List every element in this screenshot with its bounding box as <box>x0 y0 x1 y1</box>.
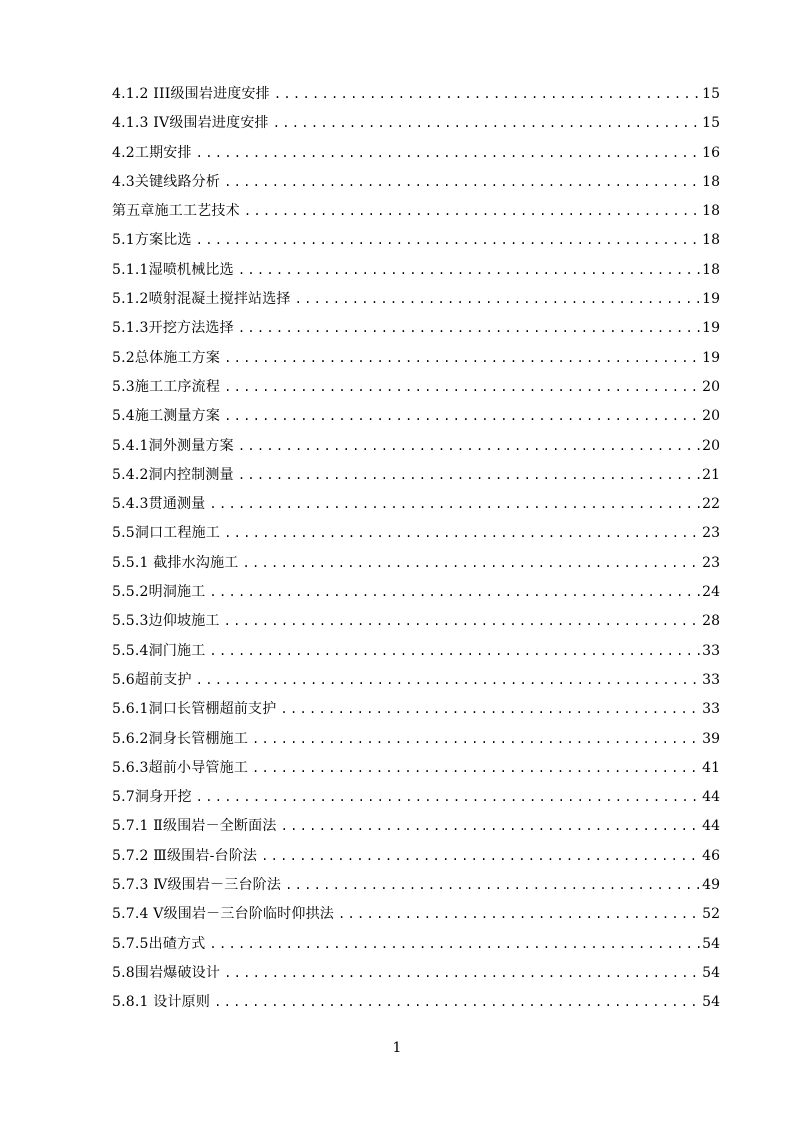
toc-entry[interactable] <box>112 402 720 431</box>
toc-entry[interactable] <box>112 519 720 548</box>
toc-entry[interactable] <box>112 607 720 636</box>
toc-entry-title: 5.7.4 Ⅴ级围岩－三台阶临时仰拱法 <box>112 906 334 923</box>
toc-entry[interactable] <box>112 783 720 812</box>
toc-entry[interactable] <box>112 695 720 724</box>
toc-entry-title: 5.4施工测量方案 <box>112 408 221 425</box>
toc-entry[interactable] <box>112 432 720 461</box>
toc-entry[interactable] <box>112 725 720 754</box>
toc-entry-title: 5.4.3贯通测量 <box>112 496 206 513</box>
toc-entry-page: 20 <box>702 408 720 425</box>
toc-entry[interactable] <box>112 666 720 695</box>
toc-dot-leader <box>196 139 700 168</box>
toc-entry-title: 5.6超前支护 <box>112 671 192 688</box>
toc-dot-leader <box>196 226 700 255</box>
toc-entry-page: 20 <box>702 378 720 395</box>
toc-dot-leader <box>338 900 700 929</box>
toc-entry[interactable] <box>112 930 720 959</box>
toc-dot-leader <box>295 285 700 314</box>
toc-entry[interactable] <box>112 812 720 841</box>
toc-entry-title: 5.5.1 截排水沟施工 <box>112 554 239 571</box>
toc-entry-page: 18 <box>702 203 720 220</box>
toc-entry-title: 5.8围岩爆破设计 <box>112 964 221 981</box>
toc-entry[interactable] <box>112 373 720 402</box>
toc-entry[interactable] <box>112 226 720 255</box>
toc-entry-title: 5.7.5出碴方式 <box>112 935 206 952</box>
toc-entry[interactable] <box>112 578 720 607</box>
toc-entry[interactable] <box>112 197 720 226</box>
toc-entry-title: 5.2总体施工方案 <box>112 349 221 366</box>
toc-entry-page: 28 <box>702 613 720 630</box>
toc-entry-title: 5.8.1 设计原则 <box>112 994 211 1011</box>
toc-dot-leader <box>238 314 700 343</box>
toc-dot-leader <box>242 549 700 578</box>
toc-dot-leader <box>224 344 700 373</box>
toc-dot-leader <box>280 695 700 724</box>
toc-dot-leader <box>244 197 700 226</box>
toc-entry-title: 5.3施工工序流程 <box>112 378 221 395</box>
toc-entry[interactable] <box>112 637 720 666</box>
toc-entry[interactable] <box>112 139 720 168</box>
toc-entry-title: 5.6.2洞身长管棚施工 <box>112 730 249 747</box>
toc-dot-leader <box>209 578 700 607</box>
toc-entry[interactable] <box>112 842 720 871</box>
toc-entry[interactable] <box>112 314 720 343</box>
toc-entry-title: 5.4.2洞内控制测量 <box>112 466 234 483</box>
toc-entry-page: 20 <box>702 437 720 454</box>
toc-dot-leader <box>224 607 700 636</box>
toc-entry-page: 22 <box>702 496 720 513</box>
toc-entry-page: 23 <box>702 525 720 542</box>
toc-dot-leader <box>196 666 700 695</box>
toc-entry-title: 5.1.1湿喷机械比选 <box>112 261 234 278</box>
toc-entry[interactable] <box>112 549 720 578</box>
toc-entry-title: 5.1.3开挖方法选择 <box>112 320 234 337</box>
toc-entry-title: 4.1.2 III级围岩进度安排 <box>112 86 270 102</box>
toc-entry[interactable] <box>112 461 720 490</box>
toc-entry-page: 23 <box>702 554 720 571</box>
toc-entry-title: 5.5.4洞门施工 <box>112 642 206 659</box>
toc-entry-title: 5.5.3边仰坡施工 <box>112 613 220 630</box>
toc-dot-leader <box>274 80 700 109</box>
toc-dot-leader <box>285 871 700 900</box>
toc-entry-title: 5.6.3超前小导管施工 <box>112 759 249 776</box>
toc-dot-leader <box>209 637 700 666</box>
toc-dot-leader <box>238 256 700 285</box>
toc-dot-leader <box>196 783 700 812</box>
toc-dot-leader <box>224 519 700 548</box>
toc-entry[interactable] <box>112 80 720 109</box>
toc-entry-page: 15 <box>702 86 720 102</box>
toc-entry[interactable] <box>112 256 720 285</box>
toc-dot-leader <box>224 402 700 431</box>
toc-dot-leader <box>209 930 700 959</box>
toc-entry-title: 5.1方案比选 <box>112 232 192 249</box>
toc-dot-leader <box>261 842 700 871</box>
toc-entry-title: 5.7.2 Ⅲ级围岩-台阶法 <box>112 847 258 864</box>
toc-entry-title: 4.1.3 IV级围岩进度安排 <box>112 115 269 132</box>
toc-entry-page: 41 <box>702 759 720 776</box>
toc-entry[interactable] <box>112 168 720 197</box>
toc-entry-title: 第五章施工工艺技术 <box>112 203 240 220</box>
toc-entry-title: 4.2工期安排 <box>112 144 192 161</box>
page-number: 1 <box>392 1040 402 1056</box>
toc-entry-page: 18 <box>702 173 720 190</box>
toc-entry-page: 24 <box>702 584 720 601</box>
toc-entry[interactable] <box>112 900 720 929</box>
toc-entry-page: 33 <box>702 642 720 659</box>
toc-entry[interactable] <box>112 959 720 988</box>
toc-entry-page: 39 <box>702 730 720 747</box>
toc-entry-page: 54 <box>702 994 720 1011</box>
toc-entry-page: 52 <box>702 906 720 923</box>
toc-entry-title: 5.6.1洞口长管棚超前支护 <box>112 701 277 718</box>
toc-entry-page: 44 <box>702 789 720 806</box>
toc-dot-leader <box>214 988 700 1017</box>
toc-entry-page: 19 <box>702 320 720 337</box>
toc-entry-page: 46 <box>702 847 720 864</box>
toc-dot-leader <box>224 168 700 197</box>
toc-dot-leader <box>252 754 700 783</box>
toc-dot-leader <box>209 490 700 519</box>
toc-entry-title: 5.1.2喷射混凝土搅拌站选择 <box>112 291 291 308</box>
toc-entry[interactable] <box>112 988 720 1017</box>
toc-entry-page: 33 <box>702 701 720 718</box>
toc-dot-leader <box>224 959 700 988</box>
toc-entry-title: 4.3关键线路分析 <box>112 173 221 190</box>
toc-entry[interactable] <box>112 285 720 314</box>
toc-entry-page: 44 <box>702 818 720 835</box>
toc-entry-page: 54 <box>702 964 720 981</box>
toc-entry[interactable] <box>112 109 720 138</box>
toc-entry-page: 18 <box>702 261 720 278</box>
toc-entry-page: 18 <box>702 232 720 249</box>
toc-entry-page: 49 <box>702 877 720 894</box>
toc-entry-page: 16 <box>702 144 720 161</box>
toc-entry-title: 5.7.3 Ⅳ级围岩－三台阶法 <box>112 877 282 894</box>
toc-entry-title: 5.5.2明洞施工 <box>112 584 206 601</box>
toc-entry[interactable] <box>112 344 720 373</box>
toc-dot-leader <box>273 109 700 138</box>
toc-entry-title: 5.4.1洞外测量方案 <box>112 437 234 454</box>
toc-entry-title: 5.7洞身开挖 <box>112 789 192 806</box>
toc-entry[interactable] <box>112 490 720 519</box>
toc-dot-leader <box>281 812 700 841</box>
table-of-contents <box>112 80 720 1018</box>
toc-dot-leader <box>252 725 700 754</box>
toc-dot-leader <box>224 373 700 402</box>
toc-entry-title: 5.7.1 Ⅱ级围岩－全断面法 <box>112 818 277 835</box>
toc-entry[interactable] <box>112 871 720 900</box>
toc-entry-page: 54 <box>702 935 720 952</box>
toc-entry-title: 5.5洞口工程施工 <box>112 525 221 542</box>
toc-entry-page: 19 <box>702 291 720 308</box>
toc-entry[interactable] <box>112 754 720 783</box>
toc-entry-page: 15 <box>702 115 720 132</box>
toc-entry-page: 21 <box>702 466 720 483</box>
toc-dot-leader <box>238 432 700 461</box>
toc-entry-page: 19 <box>702 349 720 366</box>
toc-entry-page: 33 <box>702 671 720 688</box>
toc-dot-leader <box>238 461 700 490</box>
